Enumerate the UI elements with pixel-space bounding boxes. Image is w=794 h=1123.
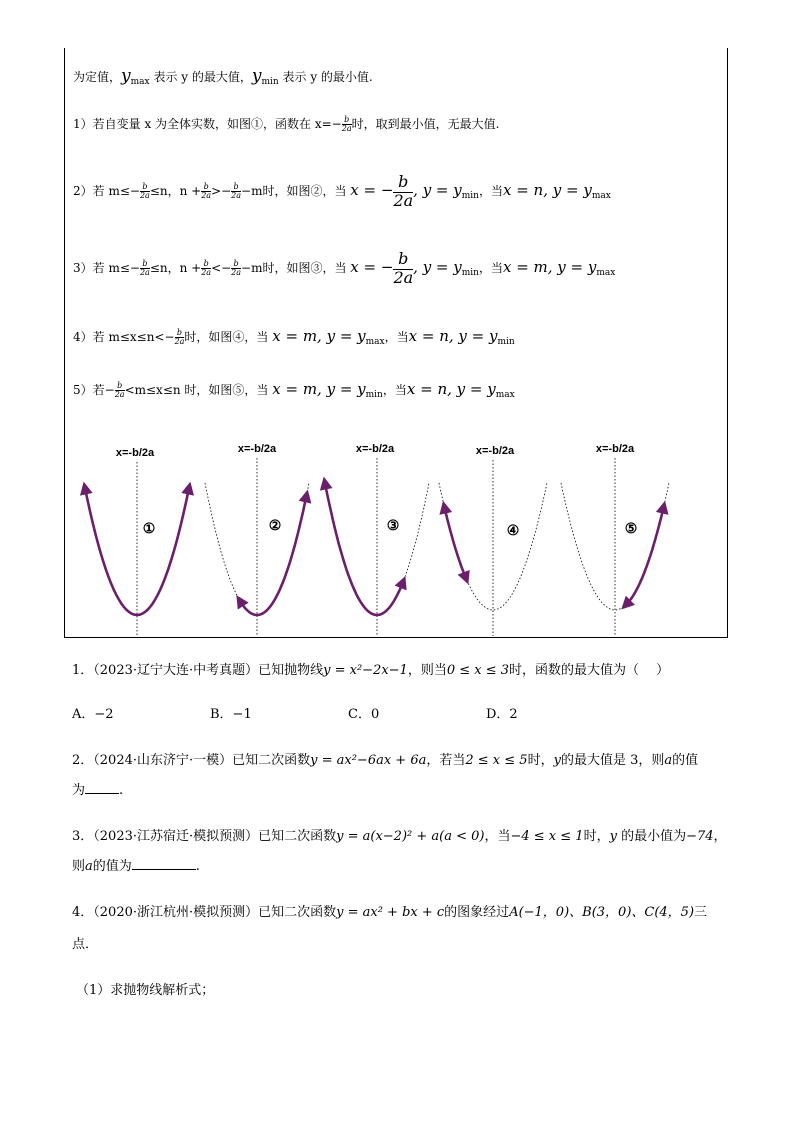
q3-text: 3．（2023·江苏宿迁·模拟预测）已知二次函数 — [72, 829, 337, 844]
fraction: $\frac{b}{2a}$ — [114, 381, 125, 399]
case-4-text: 4）若 m≤x≤n<− — [73, 330, 175, 344]
ymax-sub: max — [130, 77, 150, 87]
case-3-text: ，当 — [478, 261, 503, 275]
q2-a: a — [664, 753, 673, 768]
fraction-large: $\frac{b}{2a}$ — [393, 172, 414, 210]
q3-text: . — [195, 859, 200, 874]
fraction: $\frac{b}{2a}$ — [174, 328, 185, 346]
case-3-math: x = − — [350, 258, 394, 276]
case-1-text-2: 时，取到最小值，无最大值. — [351, 117, 500, 131]
axis-label: x=-b/2a — [355, 443, 395, 455]
intro-text: 为定值， — [73, 70, 122, 84]
case-1 — [73, 116, 499, 133]
q2-text: 时， — [527, 753, 554, 768]
sub: min — [461, 268, 479, 278]
intro-text-3: 表示 y 的最小值. — [282, 70, 373, 84]
case-2-text: −m时，如图②，当 — [241, 184, 347, 198]
q4-text: 点． — [72, 937, 99, 952]
q4-expr: y = ax² + bx + c — [336, 905, 445, 920]
case-4-text: ，当 — [384, 330, 409, 344]
q3-range: −4 ≤ x ≤ 1 — [510, 829, 584, 844]
sub: max — [596, 268, 616, 278]
case-4-math: x = m, y = y — [272, 327, 366, 345]
sub: min — [497, 337, 515, 347]
q4-line-2 — [72, 938, 98, 951]
option-a[interactable]: A．−2 — [72, 707, 114, 722]
ymin-sub: min — [261, 77, 279, 87]
q4-text: 三 — [694, 905, 708, 920]
q1-text: 时，函数的最大值为（ ） — [509, 663, 670, 678]
q1-text: ，则当 — [407, 663, 447, 678]
q2-text: 为 — [72, 783, 86, 798]
answer-blank[interactable] — [85, 793, 119, 794]
case-2-math: x = n, y = y — [502, 181, 592, 199]
fraction: $\frac{b}{2a}$ — [201, 259, 212, 277]
case-4-text: 时，如图④，当 — [184, 330, 269, 344]
graph-4 — [439, 445, 547, 636]
fraction: $\frac{b}{2a}$ — [139, 182, 150, 200]
case-3-math: x = m, y = y — [502, 258, 597, 276]
axis-label: x=-b/2a — [237, 443, 277, 455]
q2-text: 的最大值是 3，则 — [560, 753, 665, 768]
ymin-var: y — [251, 66, 262, 86]
case-5 — [73, 382, 515, 400]
case-5-text: ，当 — [382, 383, 407, 397]
case-3-text: <− — [211, 261, 232, 275]
case-5-text: 5）若− — [73, 383, 115, 397]
sub: min — [461, 191, 479, 201]
answer-blank[interactable] — [132, 869, 196, 870]
fraction: $\frac{b}{2a}$ — [231, 259, 242, 277]
case-5-math: x = n, y = y — [406, 380, 496, 398]
option-c[interactable]: C．0 — [348, 707, 380, 722]
q3-y: y — [609, 829, 617, 844]
question-2 — [72, 754, 698, 767]
q3-text: 的最小值为 — [616, 829, 687, 844]
case-2-text: >− — [211, 184, 232, 198]
sub: max — [591, 191, 611, 201]
case-2-math: , y = y — [413, 181, 462, 199]
q3-text: ， — [713, 829, 727, 844]
case-4-math: x = n, y = y — [408, 327, 498, 345]
option-b[interactable]: B．−1 — [210, 707, 252, 722]
case-3-text: 3）若 m≤− — [73, 261, 140, 275]
q3-text: ，当 — [484, 829, 511, 844]
axis-label: x=-b/2a — [475, 445, 515, 457]
fraction: $\frac{b}{2a}$ — [201, 182, 212, 200]
case-1-text: 1）若自变量 x 为全体实数，如图①，函数在 x=− — [73, 117, 342, 131]
intro-line — [73, 68, 373, 87]
fraction-large: $\frac{b}{2a}$ — [393, 249, 414, 287]
sub: max — [495, 390, 515, 400]
fraction: $\frac{b}{2a}$ — [231, 182, 242, 200]
summary-box — [64, 48, 728, 638]
q2-text: 的值 — [672, 753, 699, 768]
q2-line-2: 为 . — [72, 783, 124, 798]
question-4 — [72, 906, 707, 919]
case-5-text: <m≤x≤n 时，如图⑤，当 — [124, 383, 269, 397]
parabola-solid-segment — [240, 496, 307, 615]
case-2-text: ≤n，n + — [149, 184, 202, 198]
q4-points: A(−1，0)、B(3，0)、C(4，5) — [509, 905, 695, 920]
q2-text: ，若当 — [426, 753, 466, 768]
case-4 — [73, 329, 515, 347]
case-2-text: 2）若 m≤− — [73, 184, 140, 198]
q1-text: 1．（2023·辽宁大连·中考真题）已知抛物线 — [72, 663, 324, 678]
graph-number: ⑤ — [624, 520, 638, 536]
intro-text-2: 表示 y 的最大值， — [153, 70, 252, 84]
graph-2 — [205, 443, 309, 636]
graph-number: ② — [268, 517, 282, 533]
q1-range: 0 ≤ x ≤ 3 — [446, 663, 510, 678]
q4-sub-1 — [76, 984, 214, 997]
question-1 — [72, 664, 669, 677]
case-3 — [73, 251, 615, 286]
q4-text: 4．（2020·浙江杭州·模拟预测）已知二次函数 — [72, 905, 337, 920]
q2-range: 2 ≤ x ≤ 5 — [465, 753, 528, 768]
fraction: $\frac{b}{2a}$ — [139, 259, 150, 277]
axis-label: x=-b/2a — [115, 447, 155, 459]
graph-1 — [85, 447, 189, 636]
graph-number: ① — [142, 520, 156, 536]
q2-y: y — [553, 753, 561, 768]
ymax-var: y — [121, 66, 131, 86]
q3-value: −74 — [686, 829, 714, 844]
fraction: $\frac{b}{2a}$ — [341, 115, 352, 133]
graph-3 — [325, 443, 429, 636]
sub: min — [365, 390, 383, 400]
graph-number: ③ — [386, 517, 400, 533]
q3-expr: y = a(x−2)² + a(a < 0) — [336, 829, 485, 844]
q1-expr: y = x²−2x−1 — [323, 663, 408, 678]
q3-text: 的值为 — [92, 859, 132, 874]
q3-line-2 — [72, 860, 200, 873]
case-5-math: x = m, y = y — [272, 380, 366, 398]
question-3 — [72, 830, 727, 843]
option-d[interactable]: D．2 — [486, 707, 518, 722]
parabola-solid-segment — [325, 483, 403, 615]
sub: max — [365, 337, 385, 347]
case-2 — [73, 174, 611, 209]
case-2-text: ，当 — [478, 184, 503, 198]
q2-text: 2．（2024·山东济宁·一模）已知二次函数 — [72, 753, 311, 768]
parabola-solid-segment — [444, 507, 466, 578]
case-3-text: ≤n，n + — [149, 261, 202, 275]
case-3-text: −m时，如图③，当 — [241, 261, 347, 275]
parabola-graphs — [65, 438, 727, 638]
q4-text: 的图象经过 — [444, 905, 510, 920]
case-3-math: , y = y — [413, 258, 462, 276]
q3-a: a — [85, 859, 93, 874]
case-2-math: x = − — [350, 181, 394, 199]
graph-number: ④ — [506, 522, 520, 538]
q3-text: 则 — [72, 859, 86, 874]
axis-label: x=-b/2a — [595, 443, 635, 455]
q4-sub-text: （1）求抛物线解析式； — [76, 983, 215, 998]
q3-text: 时， — [583, 829, 610, 844]
q2-expr: y = ax²−6ax + 6a — [310, 753, 427, 768]
graph-5 — [561, 443, 669, 636]
